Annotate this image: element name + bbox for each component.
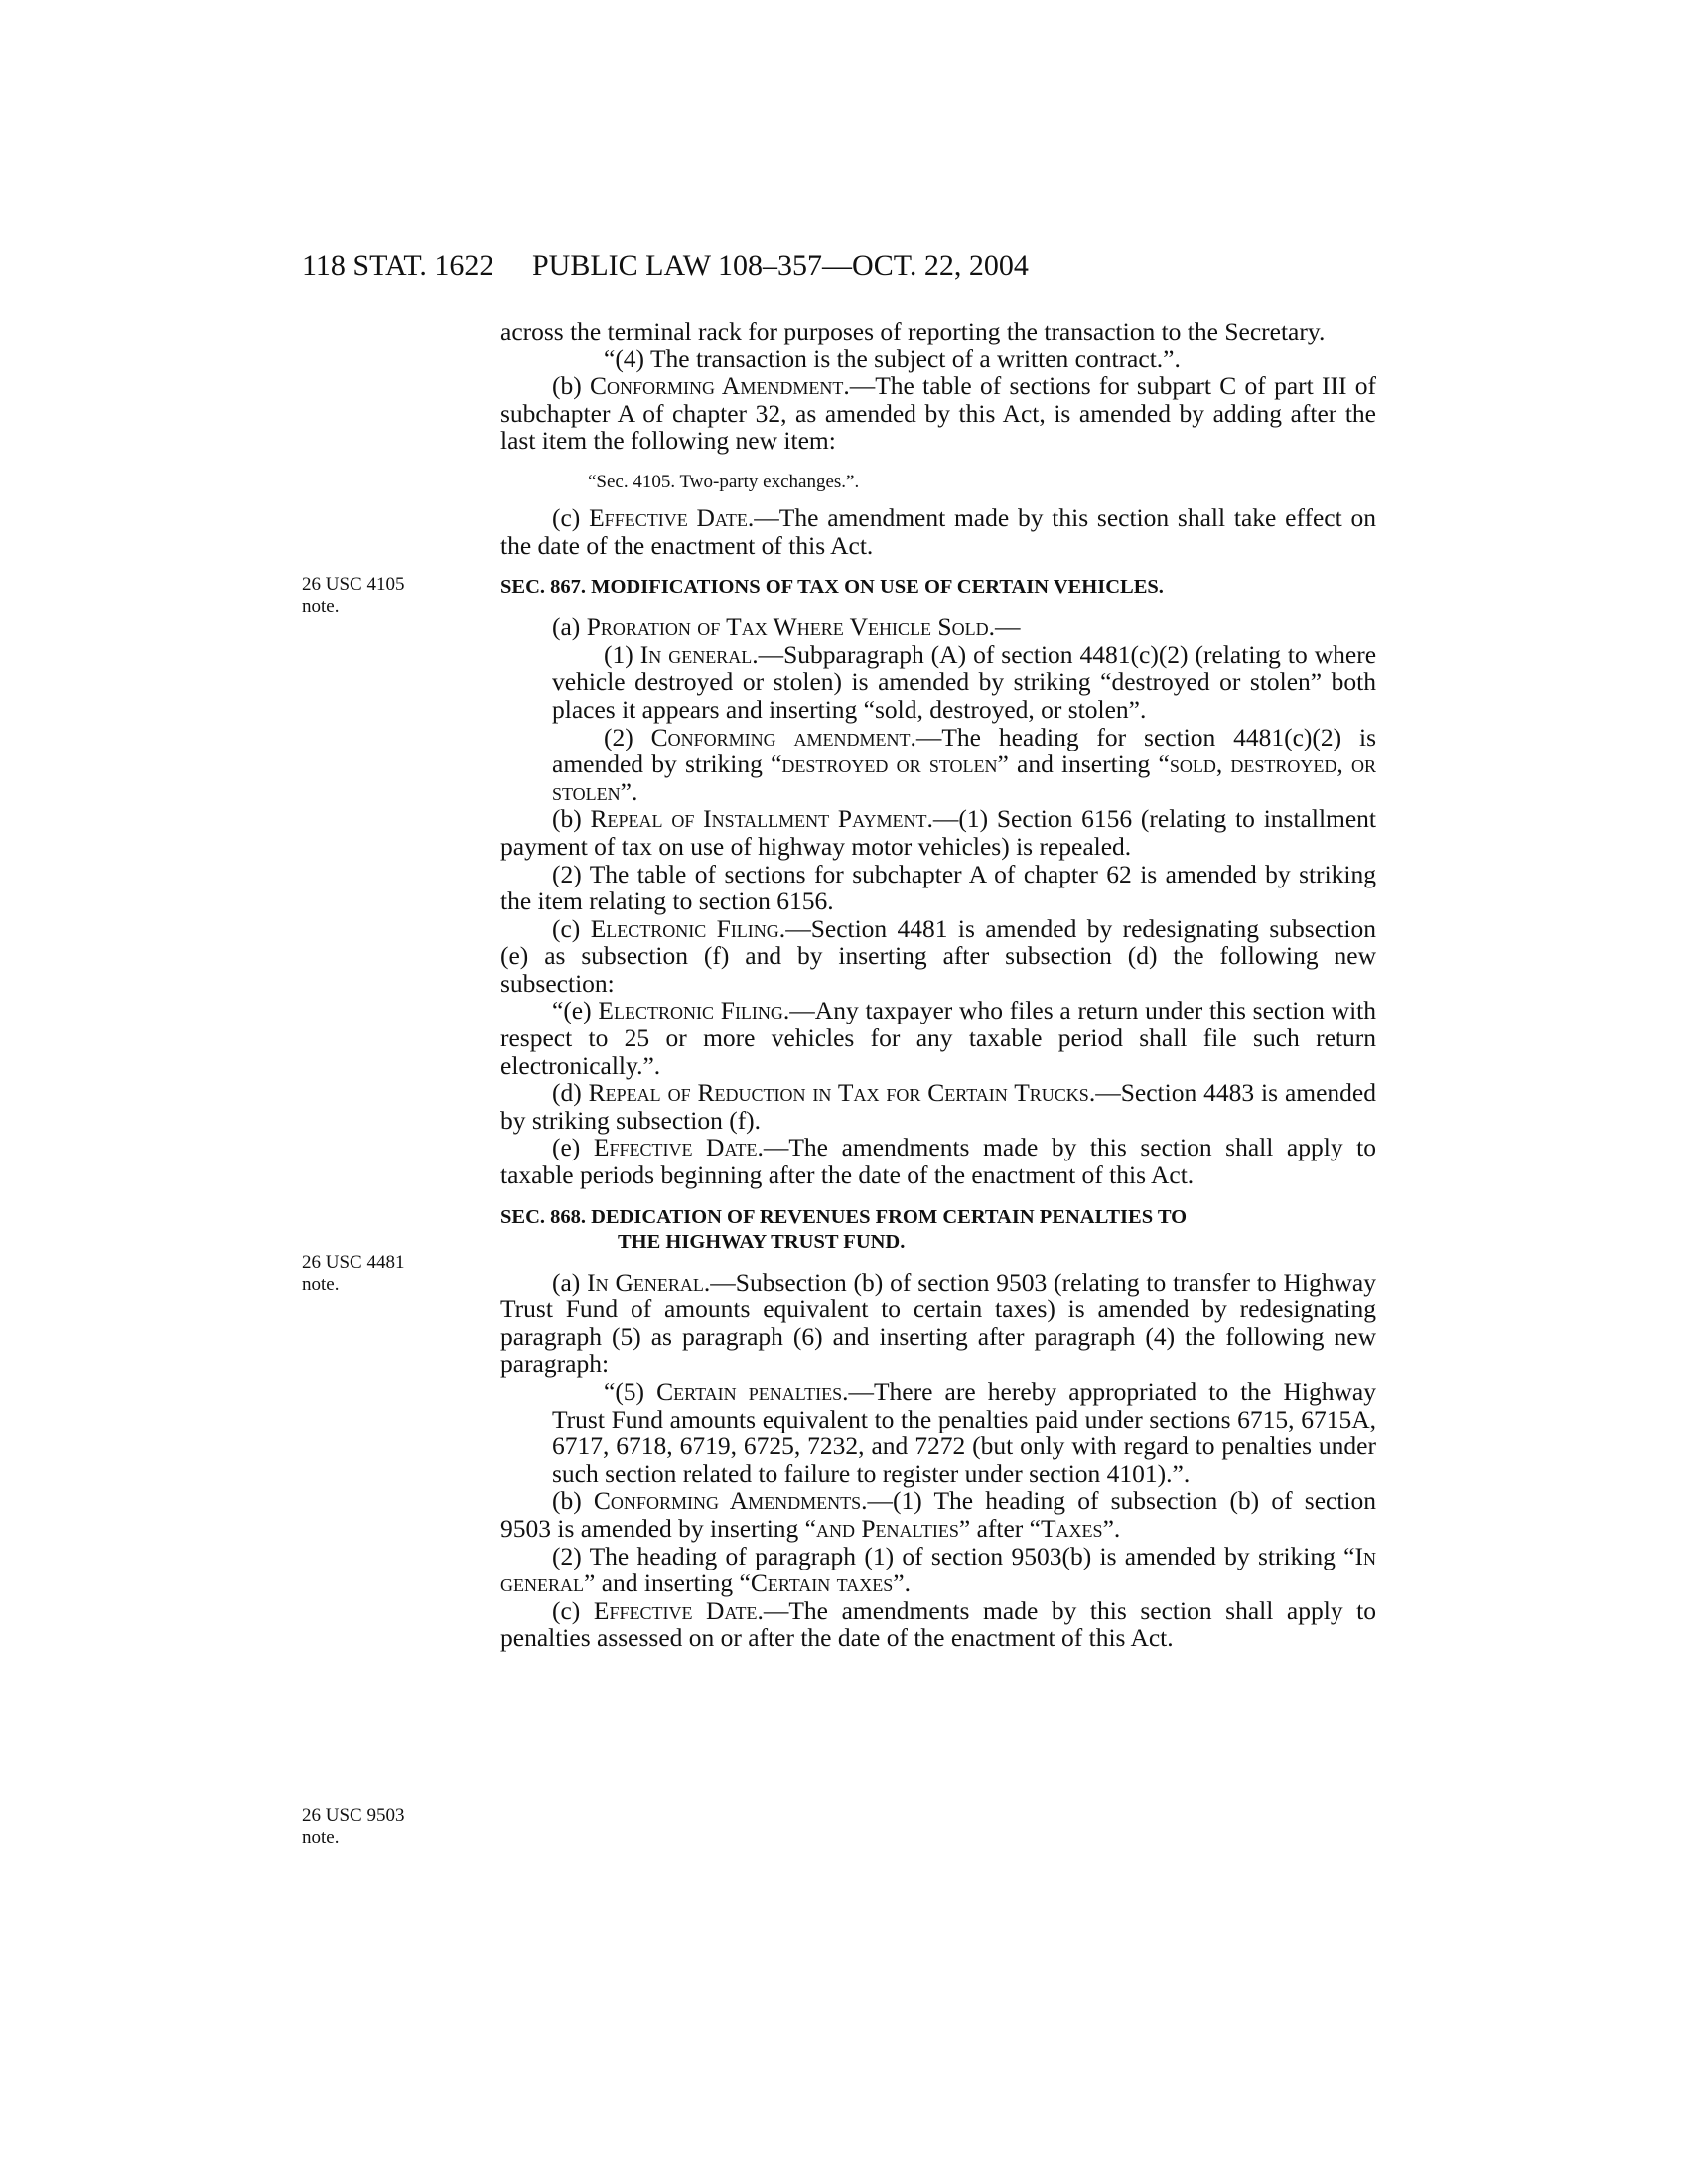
public-law-citation: PUBLIC LAW 108–357—OCT. 22, 2004 xyxy=(532,249,1029,282)
paragraph: (a) In General.—Subsection (b) of section 9503 (relating to transfer to Highway Trust Fund of amounts equivalent to certain taxes) is amended by redesignating paragraph (5) as paragraph (6) and inserting after paragraph (4) the following new paragraph: xyxy=(500,1267,1376,1379)
indented-block xyxy=(500,1378,1376,1487)
margin-note-citation: 26 USC 4105 xyxy=(302,574,405,595)
paragraph: across the terminal rack for purposes of reporting the transaction to the Secretary. xyxy=(500,317,1326,345)
paragraph: (2) The heading of paragraph (1) of section 9503(b) is amended by striking “In general” and inserting “Certain taxes”. xyxy=(500,1541,1376,1598)
paragraph: (1) In general.—Subparagraph (A) of section 4481(c)(2) (relating to where vehicle destroyed or stolen) is amended by striking “destroyed or stolen” both places it appears and inserting “sold, destroyed, or stolen”. xyxy=(552,639,1377,724)
margin-note-citation: 26 USC 4481 xyxy=(302,1252,405,1273)
table-item: “Sec. 4105. Two-party exchanges.”. xyxy=(588,471,860,492)
paragraph: “(e) Electronic Filing.—Any taxpayer who files a return under this section with respect to 25 or more vehicles for any taxable period shall file such return electronically.”. xyxy=(500,996,1376,1080)
section-heading: SEC. 868. DEDICATION OF REVENUES FROM CERTAIN PENALTIES TO THE HIGHWAY TRUST FUND. xyxy=(500,1205,1188,1253)
indented-block xyxy=(500,641,1376,806)
paragraph: (b) Conforming Amendment.—The table of sections for subpart C of part III of subchapter A of chapter 32, as amended by this Act, is amended by adding after the last item the following new item: xyxy=(500,371,1376,456)
paragraph: (a) Proration of Tax Where Vehicle Sold.— xyxy=(552,613,1021,642)
section-heading: SEC. 867. MODIFICATIONS OF TAX ON USE OF CERTAIN VEHICLES. xyxy=(500,576,1164,599)
paragraph: (c) Effective Date.—The amendment made by this section shall take effect on the date of the enactment of this Act. xyxy=(500,502,1377,560)
page-header xyxy=(302,246,1384,286)
paragraph: (e) Effective Date.—The amendments made by this section shall apply to taxable periods beginning after the date of the enactment of this Act. xyxy=(500,1133,1376,1190)
paragraph: (c) Effective Date.—The amendments made by this section shall apply to penalties assessed on or after the date of the enactment of this Act. xyxy=(500,1595,1376,1653)
paragraph: (d) Repeal of Reduction in Tax for Certain Trucks.—Section 4483 is amended by striking subsection (f). xyxy=(500,1078,1376,1135)
margin-note xyxy=(302,1252,491,1296)
paragraph: “(4) The transaction is the subject of a written contract.”. xyxy=(604,343,1181,373)
paragraph: “(5) Certain penalties.—There are hereby appropriated to the Highway Trust Fund amounts equivalent to the penalties paid under sections 6715, 6715A, 6717, 6718, 6719, 6725, 7232, and 7272 (but only with regard to penalties under such section related to failure to register under section 4101).”. xyxy=(552,1377,1376,1488)
margin-note-citation: 26 USC 9503 xyxy=(302,1805,405,1826)
paragraph: (c) Electronic Filing.—Section 4481 is amended by redesignating subsection (e) as subsection (f) and by inserting after subsection (d) the following new subsection: xyxy=(500,913,1376,998)
margin-note-label: note. xyxy=(302,596,340,616)
stat-page-number: 118 STAT. 1622 xyxy=(302,249,494,282)
statute-body xyxy=(500,318,1376,1652)
margin-note-label: note. xyxy=(302,1274,340,1295)
margin-note xyxy=(302,1805,491,1848)
paragraph: (b) Conforming Amendments.—(1) The heading of subsection (b) of section 9503 is amended by inserting “and Penalties” after “Taxes”. xyxy=(500,1486,1377,1543)
paragraph: (2) The table of sections for subchapter A of chapter 62 is amended by striking the item relating to section 6156. xyxy=(500,859,1376,916)
margin-note xyxy=(302,574,491,617)
paragraph: (2) Conforming amendment.—The heading for section 4481(c)(2) is amended by striking “destroyed or stolen” and inserting “sold, destroyed, or stolen”. xyxy=(552,722,1377,806)
paragraph: (b) Repeal of Installment Payment.—(1) Section 6156 (relating to installment payment of tax on use of highway motor vehicles) is repealed. xyxy=(500,804,1377,861)
margin-note-label: note. xyxy=(302,1827,340,1847)
